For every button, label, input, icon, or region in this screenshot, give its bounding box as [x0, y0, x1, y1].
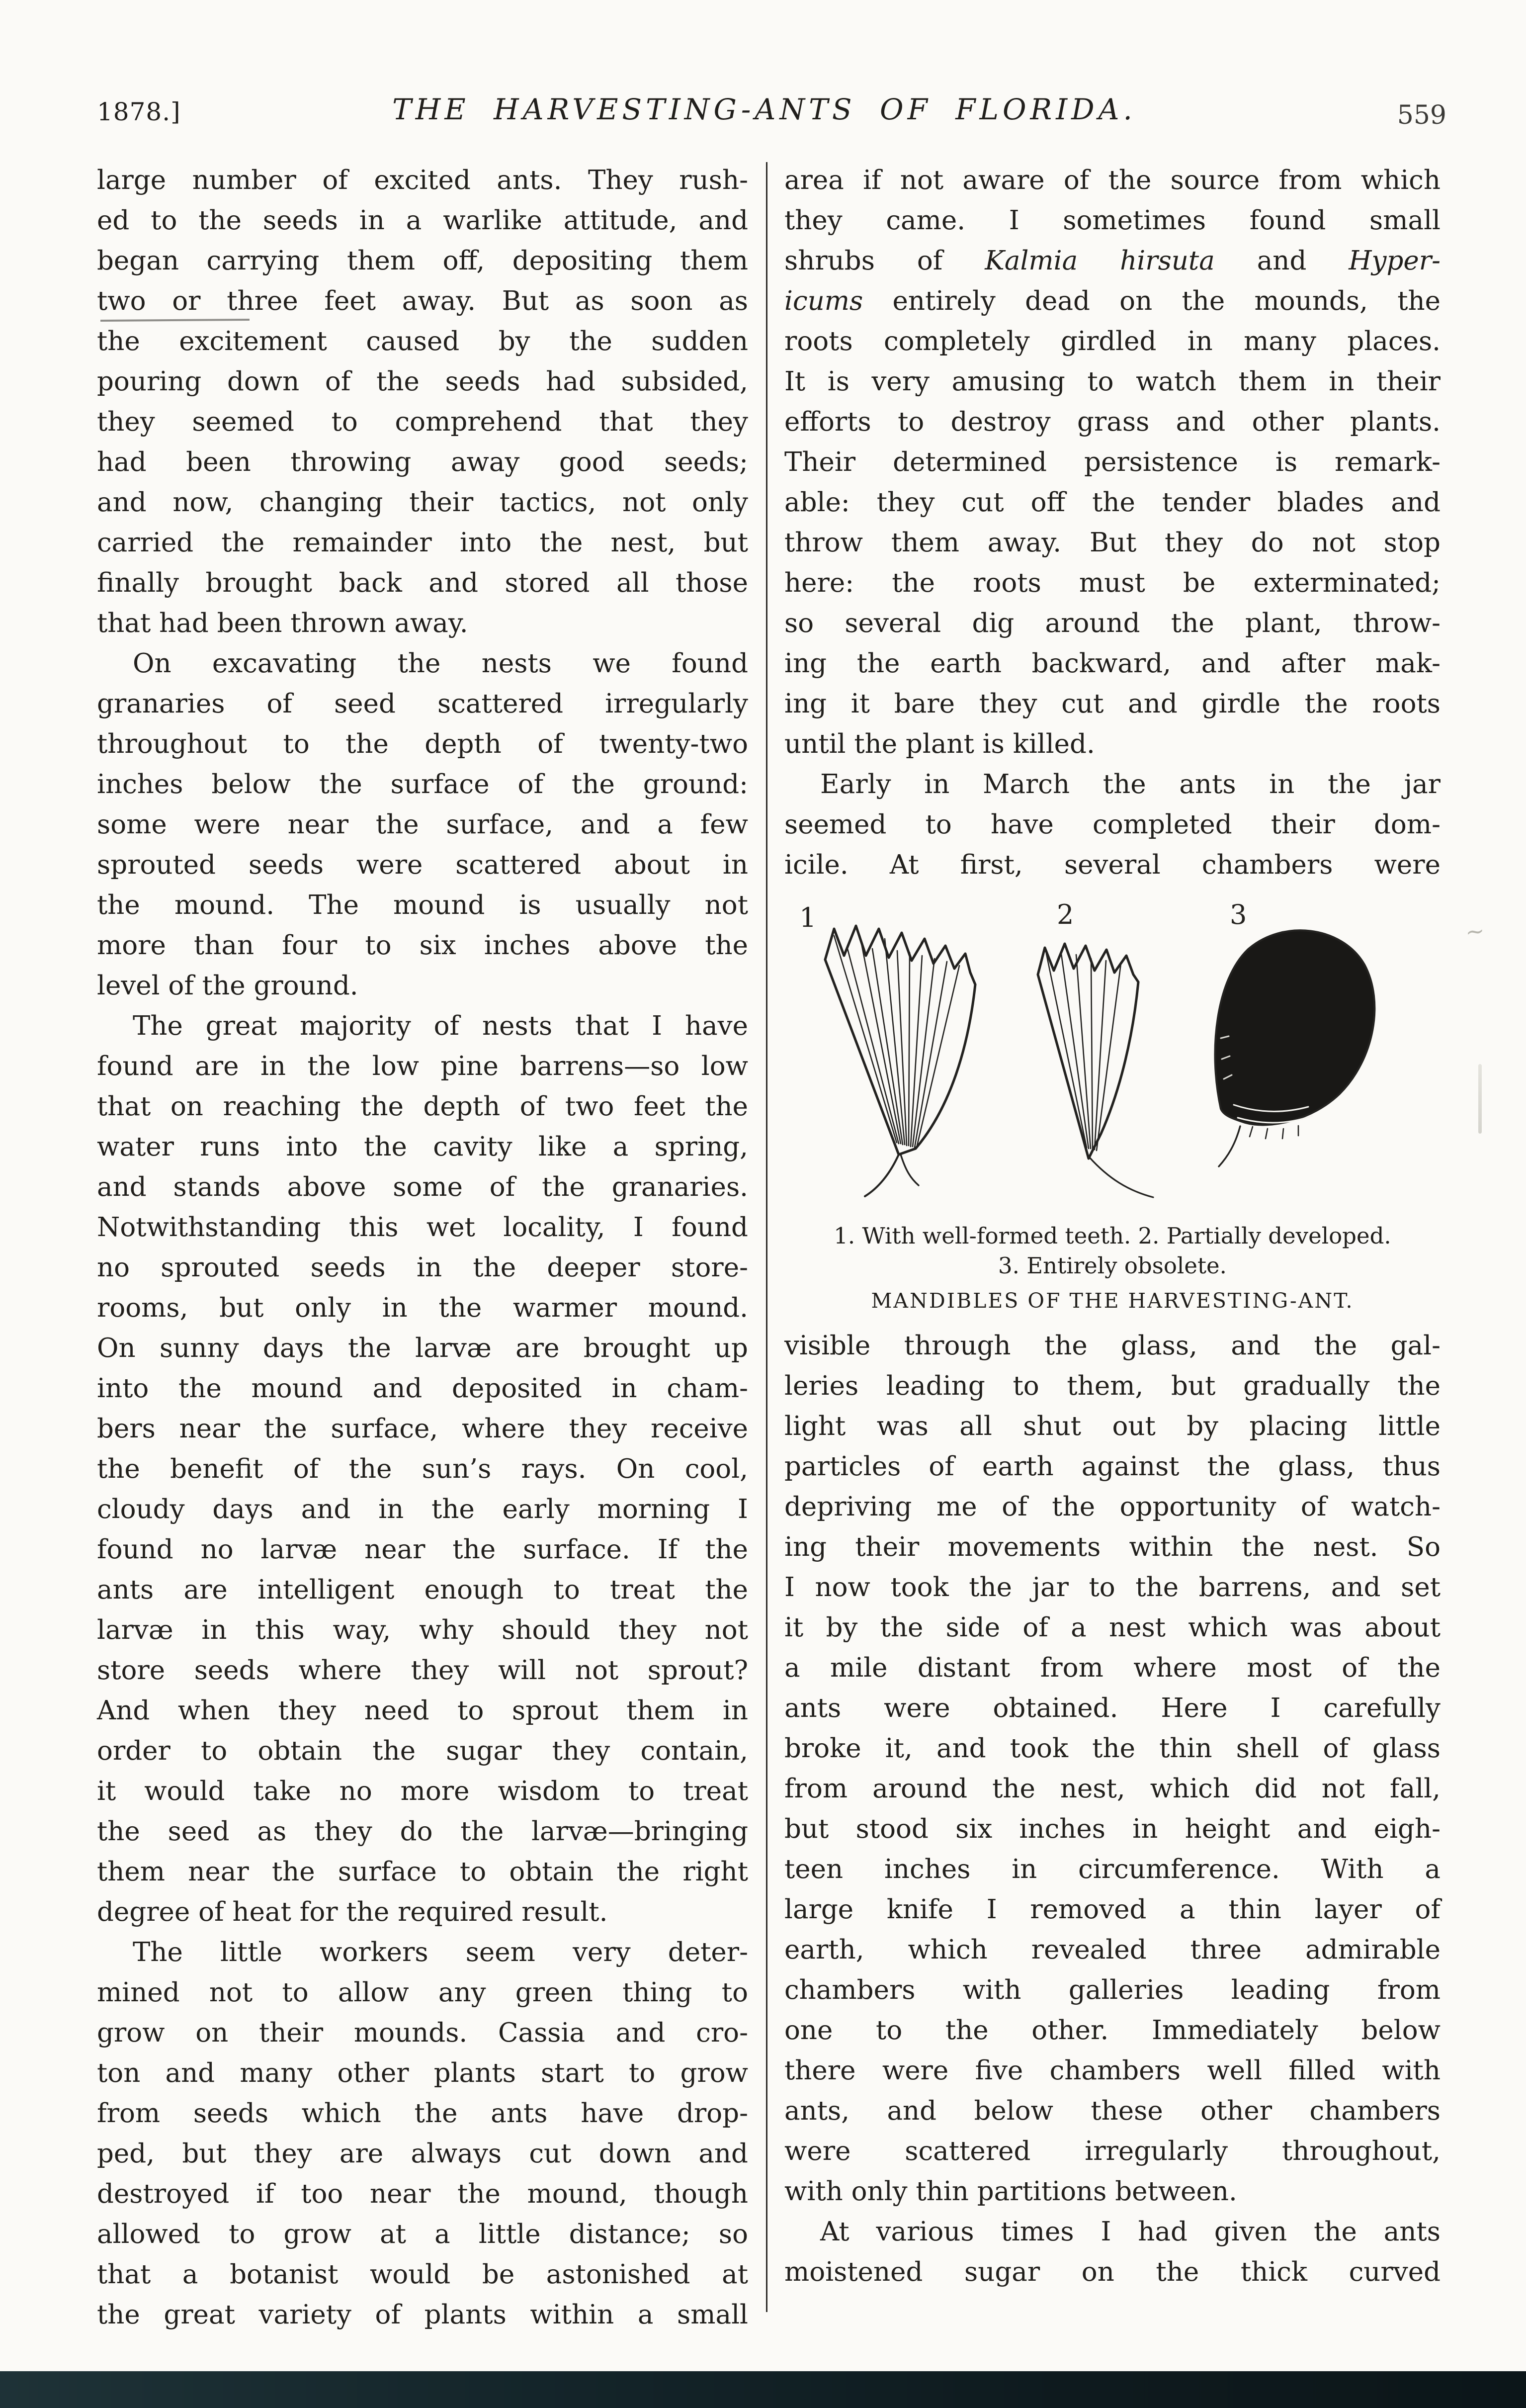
- text-line: ants, and below these other chambers: [784, 2096, 1441, 2126]
- text-line: degree of heat for the required result.: [97, 1897, 608, 1927]
- text-line: and now, changing their tactics, not only: [97, 487, 748, 518]
- text-line: so several dig around the plant, throw-: [784, 608, 1441, 638]
- text-line: shrubs of Kalmia hirsuta and Hyper-: [784, 246, 1441, 276]
- text-line: seemed to have completed their dom-: [784, 809, 1441, 840]
- text-line: that a botanist would be astonished at: [97, 2259, 748, 2290]
- text-line: more than four to six inches above the: [97, 930, 748, 961]
- text-line: the excitement caused by the sudden: [97, 326, 748, 357]
- text-line: they came. I sometimes found small: [784, 205, 1441, 236]
- text-line: At various times I had given the ants: [820, 2217, 1441, 2247]
- text-line: here: the roots must be exterminated;: [784, 568, 1441, 598]
- page-number: 559: [1397, 100, 1446, 130]
- text-line: one to the other. Immediately below: [784, 2015, 1441, 2046]
- text-line: cloudy days and in the early morning I: [97, 1494, 748, 1524]
- text-line: large knife I removed a thin layer of: [784, 1894, 1441, 1925]
- text-line: carried the remainder into the nest, but: [97, 528, 748, 558]
- text-line: found no larvæ near the surface. If the: [97, 1534, 748, 1565]
- text-line: It is very amusing to watch them in their: [784, 366, 1441, 397]
- text-line: grow on their mounds. Cassia and cro-: [97, 2018, 748, 2048]
- text-line: finally brought back and stored all those: [97, 568, 748, 598]
- text-line: Notwithstanding this wet locality, I found: [97, 1212, 748, 1243]
- paragraph: [784, 764, 1441, 885]
- text-line: large number of excited ants. They rush-: [97, 165, 748, 195]
- text-line: Early in March the ants in the jar: [820, 769, 1441, 800]
- text-line: roots completely girdled in many places.: [784, 326, 1441, 357]
- paragraph: [97, 160, 748, 643]
- text-line: On excavating the nests we found: [133, 648, 748, 679]
- text-line: they seemed to comprehend that they: [97, 407, 748, 437]
- text-line: particles of earth against the glass, thus: [784, 1451, 1441, 1482]
- text-line: order to obtain the sugar they contain,: [97, 1736, 748, 1766]
- mandibles-figure: [784, 900, 1441, 1313]
- text-line: that on reaching the depth of two feet the: [97, 1091, 748, 1122]
- text-line: throughout to the depth of twenty-two: [97, 729, 748, 759]
- figure-label-3: 3: [1230, 899, 1247, 930]
- article-running-title: THE HARVESTING-ANTS OF FLORIDA.: [392, 92, 1136, 126]
- text-line: two or three feet away. But as soon as: [97, 286, 748, 316]
- text-line: ped, but they are always cut down and: [97, 2139, 748, 2169]
- text-line: chambers with galleries leading from: [784, 1975, 1441, 2005]
- mandibles-figure-canvas: [790, 900, 1427, 1208]
- right-column-top-text: [784, 160, 1441, 885]
- text-line: bers near the surface, where they receive: [97, 1414, 748, 1444]
- scan-bottom-edge-band: [0, 2371, 1526, 2408]
- text-line: granaries of seed scattered irregularly: [97, 689, 748, 719]
- text-line: sprouted seeds were scattered about in: [97, 850, 748, 880]
- paragraph: [97, 1932, 748, 2335]
- text-line: store seeds where they will not sprout?: [97, 1655, 748, 1686]
- text-line: ants were obtained. Here I carefully: [784, 1693, 1441, 1723]
- text-line: the benefit of the sun’s rays. On cool,: [97, 1454, 748, 1484]
- text-line: efforts to destroy grass and other plants.: [784, 407, 1441, 437]
- text-line: light was all shut out by placing little: [784, 1411, 1441, 1441]
- figure-label-1: 1: [799, 902, 817, 933]
- paragraph: [97, 1006, 748, 1932]
- text-line: inches below the surface of the ground:: [97, 769, 748, 800]
- column-divider-rule: [766, 162, 767, 2312]
- text-line: depriving me of the opportunity of watch-: [784, 1492, 1441, 1522]
- paragraph: [97, 643, 748, 1006]
- page-header: [97, 92, 1446, 132]
- text-line: moistened sugar on the thick curved: [784, 2257, 1441, 2287]
- text-line: with only thin partitions between.: [784, 2176, 1237, 2207]
- text-line: from seeds which the ants have drop-: [97, 2098, 748, 2129]
- text-line: ton and many other plants start to grow: [97, 2058, 748, 2088]
- right-column-bottom-text: [784, 1326, 1441, 2292]
- text-line: the seed as they do the larvæ—bringing: [97, 1816, 748, 1847]
- text-line: icums entirely dead on the mounds, the: [784, 286, 1441, 316]
- text-line: ing it bare they cut and girdle the roots: [784, 689, 1441, 719]
- scan-artifact-streak: [1478, 1064, 1482, 1134]
- paragraph: [784, 2212, 1441, 2292]
- text-line: destroyed if too near the mound, though: [97, 2179, 748, 2209]
- text-line: ants are intelligent enough to treat the: [97, 1575, 748, 1605]
- mandible-drawings-svg: [790, 900, 1427, 1208]
- scan-artifact-squiggle: ~: [1464, 917, 1486, 946]
- text-line: and stands above some of the granaries.: [97, 1172, 748, 1202]
- text-line: pouring down of the seeds had subsided,: [97, 366, 748, 397]
- text-line: teen inches in circumference. With a: [784, 1854, 1441, 1884]
- text-line: that had been thrown away.: [97, 608, 468, 638]
- text-line: mined not to allow any green thing to: [97, 1977, 748, 2008]
- right-column: [784, 160, 1441, 2292]
- text-line: it would take no more wisdom to treat: [97, 1776, 748, 1806]
- text-line: ed to the seeds in a warlike attitude, and: [97, 205, 748, 236]
- text-line: water runs into the cavity like a spring,: [97, 1132, 748, 1162]
- text-line: visible through the glass, and the gal-: [784, 1331, 1441, 1361]
- text-line: rooms, but only in the warmer mound.: [97, 1293, 748, 1323]
- text-line: level of the ground.: [97, 971, 358, 1001]
- text-line: I now took the jar to the barrens, and set: [784, 1572, 1441, 1603]
- text-line: allowed to grow at a little distance; so: [97, 2219, 748, 2249]
- text-line: icile. At first, several chambers were: [784, 850, 1441, 880]
- header-year: 1878.]: [97, 97, 181, 126]
- figure-caption-line-2: 3. Entirely obsolete.: [998, 1252, 1227, 1279]
- text-line: Their determined persistence is remark-: [784, 447, 1441, 477]
- text-line: leries leading to them, but gradually the: [784, 1371, 1441, 1401]
- text-line: The great majority of nests that I have: [133, 1011, 748, 1041]
- text-line: were scattered irregularly throughout,: [784, 2136, 1441, 2166]
- text-line: began carrying them off, depositing them: [97, 246, 748, 276]
- text-line: until the plant is killed.: [784, 729, 1095, 759]
- text-line: area if not aware of the source from which: [784, 165, 1441, 195]
- text-line: had been throwing away good seeds;: [97, 447, 748, 477]
- text-line: no sprouted seeds in the deeper store-: [97, 1252, 748, 1283]
- two-column-body: [97, 160, 1441, 2335]
- text-line: it by the side of a nest which was about: [784, 1612, 1441, 1643]
- text-line: earth, which revealed three admirable: [784, 1935, 1441, 1965]
- text-line: throw them away. But they do not stop: [784, 528, 1441, 558]
- text-line: ing their movements within the nest. So: [784, 1532, 1441, 1562]
- figure-caption-line-1: 1. With well-formed teeth. 2. Partially developed.: [834, 1223, 1391, 1249]
- text-line: ing the earth backward, and after mak-: [784, 648, 1441, 679]
- text-line: there were five chambers well filled with: [784, 2055, 1441, 2086]
- text-line: larvæ in this way, why should they not: [97, 1615, 748, 1645]
- text-line: but stood six inches in height and eigh-: [784, 1814, 1441, 1844]
- figure-caption-title: MANDIBLES OF THE HARVESTING-ANT.: [871, 1289, 1354, 1313]
- paragraph: [784, 1326, 1441, 2212]
- text-line: And when they need to sprout them in: [97, 1695, 748, 1726]
- paragraph: [784, 160, 1441, 764]
- text-line: On sunny days the larvæ are brought up: [97, 1333, 748, 1363]
- text-line: able: they cut off the tender blades and: [784, 487, 1441, 518]
- text-line: into the mound and deposited in cham-: [97, 1373, 748, 1404]
- left-column: [97, 160, 748, 2335]
- text-line: The little workers seem very deter-: [133, 1937, 748, 1967]
- text-line: a mile distant from where most of the: [784, 1653, 1441, 1683]
- text-line: the great variety of plants within a small: [97, 2300, 748, 2330]
- figure-label-2: 2: [1057, 899, 1074, 930]
- text-line: them near the surface to obtain the right: [97, 1857, 748, 1887]
- text-line: broke it, and took the thin shell of glass: [784, 1733, 1441, 1764]
- text-line: some were near the surface, and a few: [97, 809, 748, 840]
- text-line: the mound. The mound is usually not: [97, 890, 748, 920]
- text-line: found are in the low pine barrens—so low: [97, 1051, 748, 1081]
- text-line: from around the nest, which did not fall,: [784, 1774, 1441, 1804]
